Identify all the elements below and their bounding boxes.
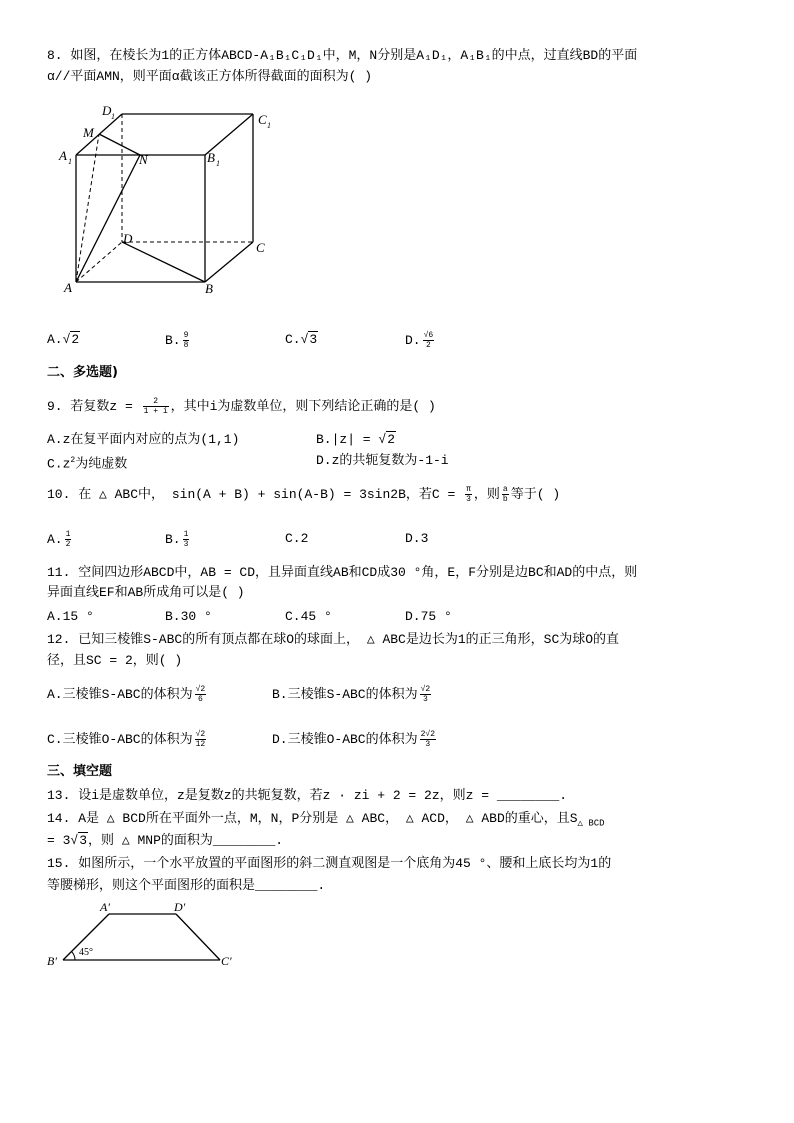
q12-stem-line2: 径，且SC = 2，则( ) <box>47 653 183 668</box>
q12-stem-line1: 12. 已知三棱锥S-ABC的所有顶点都在球O的球面上， △ ABC是边长为1的正三角形，SC为球O的直 <box>47 632 620 647</box>
q11-option-c: C.45 ° <box>285 609 332 624</box>
q9-option-d: D.z的共轭复数为-1-i <box>316 453 449 468</box>
q11-option-a: A.15 ° <box>47 609 94 624</box>
label-D1-sub: 1 <box>111 112 115 121</box>
label-B1: B <box>207 150 215 165</box>
label-M: M <box>83 125 94 140</box>
label-C: C <box>256 240 265 255</box>
section-heading-multiple-choice: 二、多选题) <box>47 365 118 380</box>
angle-label: 45° <box>79 947 93 958</box>
q12-option-a: A.三棱锥S-ABC的体积为 $\frac{√2}{6}$ <box>47 685 206 704</box>
cube-figure <box>55 100 285 300</box>
label-B-prime: B′ <box>47 954 57 968</box>
label-B1-sub: 1 <box>216 159 220 168</box>
q8-option-c: C.√3 <box>285 332 318 347</box>
q8-option-b: B. $\frac{9}{8}$ <box>165 331 189 350</box>
q8-stem-line1: 8. 如图，在棱长为1的正方体ABCD-A₁B₁C₁D₁中，M，N分别是A₁D₁，A₁B₁的中点，过直线BD的平面 <box>47 48 638 63</box>
q8-stem-line2: α//平面AMN，则平面α截该正方体所得截面的面积为( ) <box>47 69 373 84</box>
label-N: N <box>139 152 148 167</box>
q15-stem-line1: 15. 如图所示，一个水平放置的平面图形的斜二测直观图是一个底角为45 °、腰和上底长均为1的 <box>47 856 612 871</box>
label-C1-sub: 1 <box>267 121 271 130</box>
q9-option-a: A.z在复平面内对应的点为(1,1) <box>47 432 240 447</box>
label-B: B <box>205 281 213 296</box>
q10-option-c: C.2 <box>285 531 309 546</box>
label-A1-sub: 1 <box>68 157 72 166</box>
label-D: D <box>123 231 133 246</box>
label-D1: D <box>102 103 112 118</box>
q15-stem-line2: 等腰梯形，则这个平面图形的面积是________. <box>47 878 326 893</box>
q12-option-c: C.三棱锥O-ABC的体积为 $\frac{√2}{12}$ <box>47 730 206 749</box>
q11-stem-line1: 11. 空间四边形ABCD中，AB = CD，且异面直线AB和CD成30 °角，E，F分别是边BC和AD的中点，则 <box>47 565 638 580</box>
q9-option-c: $C.z^2$为纯虚数 <box>47 456 128 472</box>
section-heading-fill-blank: 三、填空题 <box>47 764 113 779</box>
q8-option-a: A.√2 <box>47 332 80 347</box>
q9-option-b: B.|z| = √2 <box>316 432 396 447</box>
q13-stem: 13. 设i是虚数单位，z是复数z的共轭复数，若z · zi + 2 = 2z，则z = ________. <box>47 788 568 803</box>
q12-option-d: D.三棱锥O-ABC的体积为 $\frac{2√2}{3}$ <box>272 730 436 749</box>
q10-stem: 10. 在 △ ABC中， sin(A + B) + sin(A-B) = 3sin2B，若C = $\frac{\pi}{3}$ ，则 $\frac{a}{b}$ 等于( ) <box>47 485 561 504</box>
label-A-prime: A′ <box>100 900 110 914</box>
q9-stem: 9. 若复数z = $\frac{2}{1 + i}$ ，其中i为虚数单位，则下列结论正确的是( ) <box>47 397 436 416</box>
q10-option-a: A. $\frac{1}{2}$ <box>47 530 71 549</box>
label-C-prime: C′ <box>221 954 232 968</box>
label-D-prime: D′ <box>174 900 186 914</box>
q11-stem-line2: 异面直线EF和AB所成角可以是( ) <box>47 585 245 600</box>
trapezoid-figure <box>45 898 245 973</box>
q12-option-b: B.三棱锥S-ABC的体积为 $\frac{√2}{3}$ <box>272 685 431 704</box>
q10-option-d: D.3 <box>405 531 429 546</box>
q14-stem-line1: 14. A是 △ BCD所在平面外一点，M，N，P分别是 △ ABC， △ ACD， △ ABD的重心，且$S_{\triangle BCD}$ <box>47 811 605 829</box>
q11-option-b: B.30 ° <box>165 609 212 624</box>
label-A1: A <box>59 148 67 163</box>
q11-option-d: D.75 ° <box>405 609 452 624</box>
label-A: A <box>64 280 72 295</box>
label-C1: C <box>258 112 267 127</box>
q10-option-b: B. $\frac{1}{3}$ <box>165 530 189 549</box>
q14-stem-line2: = 3√3，则 △ MNP的面积为________. <box>47 833 284 848</box>
q8-option-d: D. $\frac{√6}{2}$ <box>405 331 434 350</box>
